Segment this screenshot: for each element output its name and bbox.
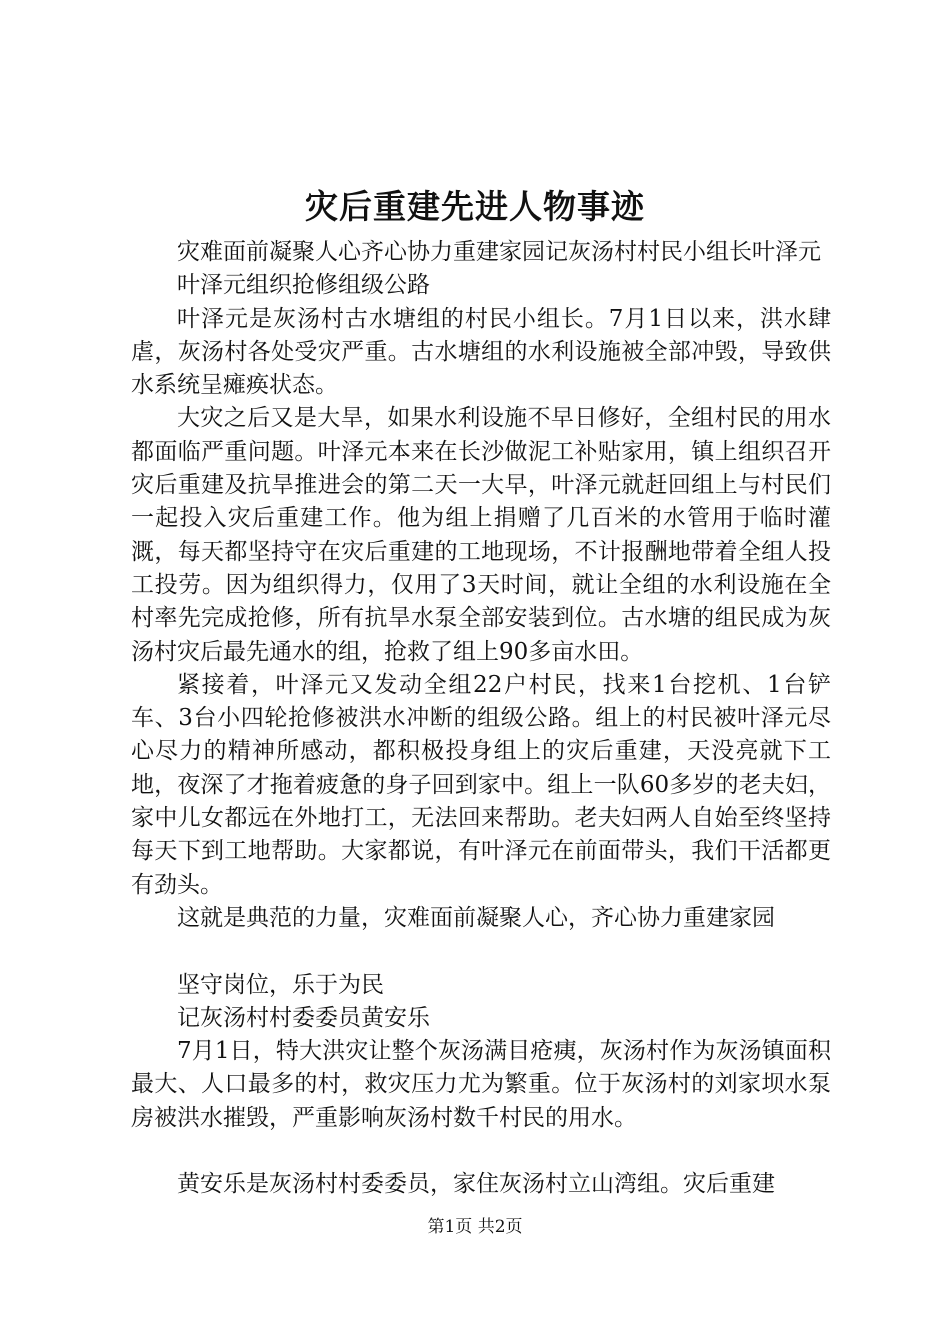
- paragraph: 叶泽元是灰汤村古水塘组的村民小组长。7月1日以来，洪水肆虐，灰汤村各处受灾严重。古水塘组的水利设施被全部冲毁，导致供水系统呈瘫痪状态。: [131, 305, 831, 399]
- paragraph-subtitle: 灾难面前凝聚人心齐心协力重建家园记灰汤村村民小组长叶泽元: [177, 239, 821, 265]
- paragraph-heading: 坚守岗位，乐于为民: [177, 971, 384, 998]
- page-number-footer: 第1页 共2页: [427, 1217, 523, 1237]
- paragraph: 黄安乐是灰汤村村委委员，家住灰汤村立山湾组。灾后重建: [177, 1171, 775, 1198]
- document-body: [131, 236, 831, 1202]
- blank-line: [131, 935, 831, 968]
- paragraph: 大灾之后又是大旱，如果水利设施不早日修好，全组村民的用水都面临严重问题。叶泽元本来在长沙做泥工补贴家用，镇上组织召开灾后重建及抗旱推进会的第二天一大早，叶泽元就赶回组上与村民们一起投入灾后重建工作。他为组上捐赠了几百米的水管用于临时灌溉，每天都坚持守在灾后重建的工地现场，不计报酬地带着全组人投工投劳。因为组织得力，仅用了3天时间，就让全组的水利设施在全村率先完成抢修，所有抗旱水泵全部安装到位。古水塘的组民成为灰汤村灾后最先通水的组，抢救了组上90多亩水田。: [131, 405, 831, 665]
- paragraph-heading: 叶泽元组织抢修组级公路: [177, 272, 430, 299]
- paragraph: 这就是典范的力量，灾难面前凝聚人心，齐心协力重建家园: [177, 904, 775, 931]
- paragraph-heading: 记灰汤村村委委员黄安乐: [177, 1004, 430, 1031]
- document-title: 灾后重建先进人物事迹: [305, 187, 645, 226]
- paragraph: 紧接着，叶泽元又发动全组22户村民，找来1台挖机、1台铲车、3台小四轮抢修被洪水冲断的组级公路。组上的村民被叶泽元尽心尽力的精神所感动，都积极投身组上的灾后重建，天没亮就下工地，夜深了才拖着疲惫的身子回到家中。组上一队60多岁的老夫妇，家中儿女都远在外地打工，无法回来帮助。老夫妇两人自始至终坚持每天下到工地帮助。大家都说，有叶泽元在前面带头，我们干活都更有劲头。: [131, 671, 831, 898]
- blank-line: [131, 1135, 831, 1168]
- paragraph: 7月1日，特大洪灾让整个灰汤满目疮痍，灰汤村作为灰汤镇面积最大、人口最多的村，救灾压力尤为繁重。位于灰汤村的刘家坝水泵房被洪水摧毁，严重影响灰汤村数千村民的用水。: [131, 1038, 831, 1131]
